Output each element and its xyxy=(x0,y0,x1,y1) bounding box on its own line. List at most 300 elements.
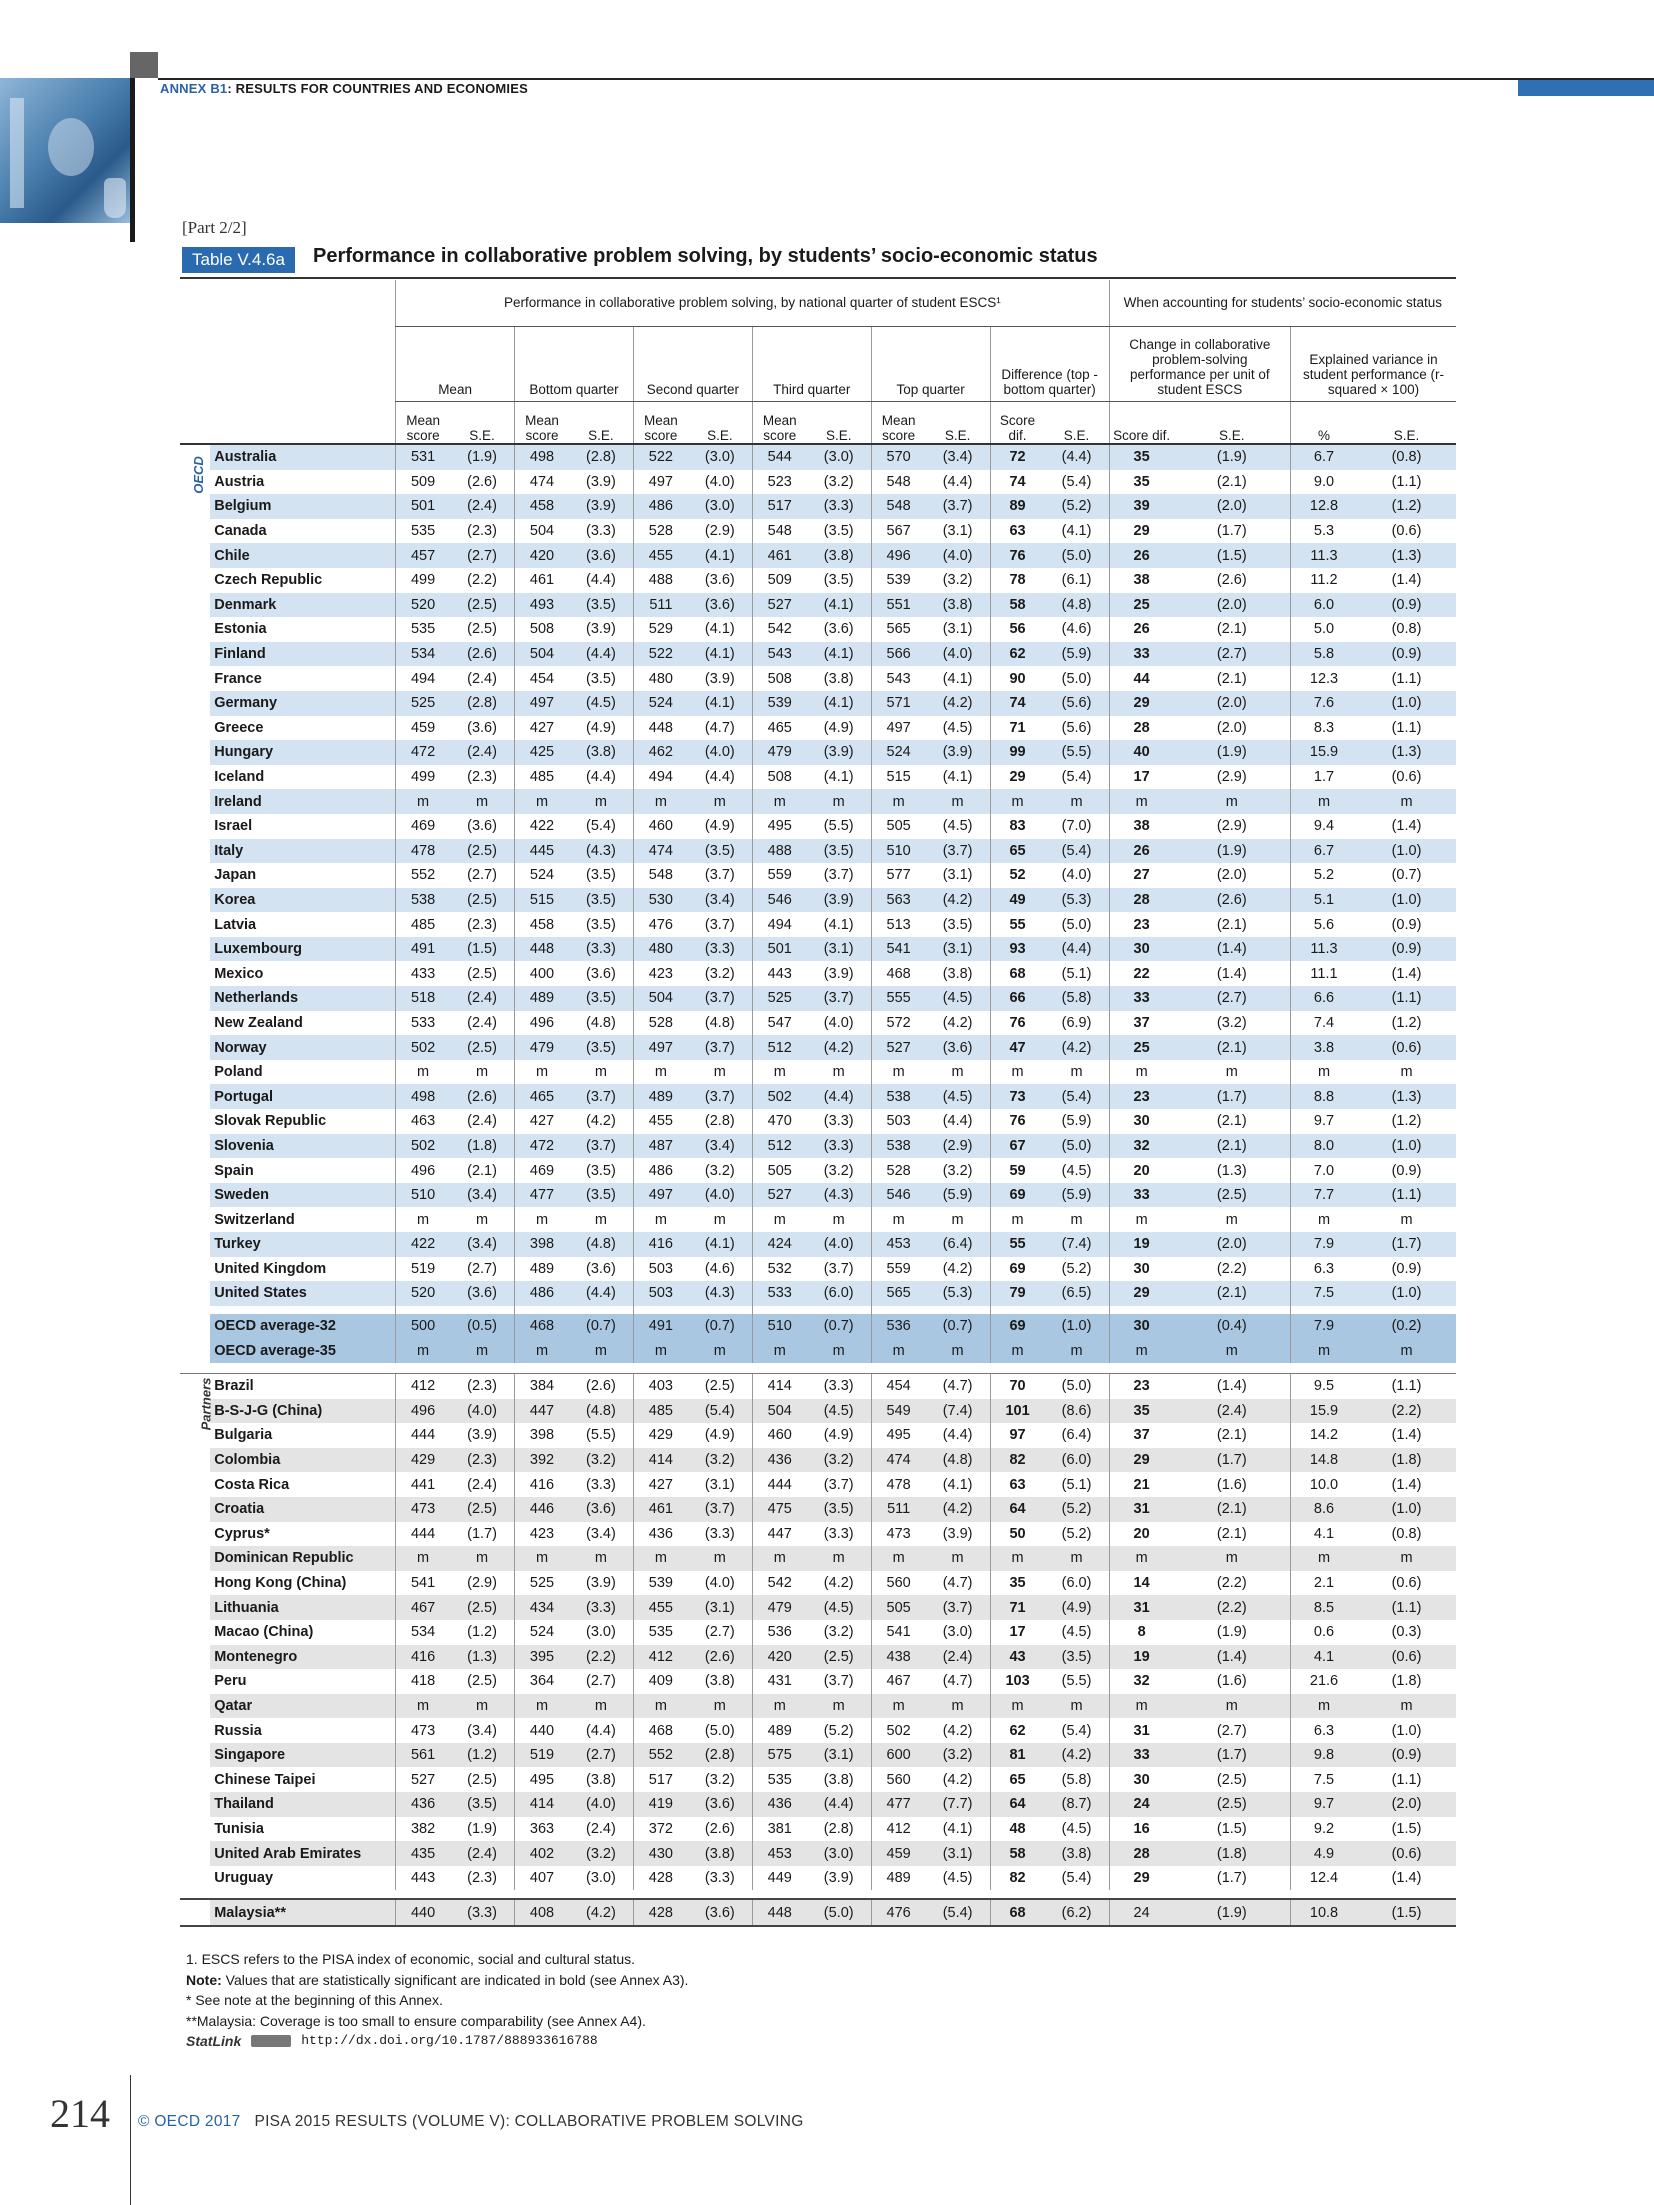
value-cell: 538 xyxy=(871,1134,925,1159)
value-cell: 489 xyxy=(515,1257,569,1282)
value-cell: 429 xyxy=(396,1448,450,1473)
se-cell: (1.9) xyxy=(1174,1899,1291,1926)
se-cell: (1.9) xyxy=(1174,740,1291,765)
se-cell: (3.7) xyxy=(823,1673,854,1690)
country-name: Canada xyxy=(214,523,267,540)
note-4: **Malaysia: Coverage is too small to ensure comparability (see Annex A4). xyxy=(186,2012,646,2029)
se-cell: (4.1) xyxy=(807,691,871,716)
value-cell: 548 xyxy=(633,863,687,888)
value-cell: 498 xyxy=(396,1084,450,1109)
country-name: Luxembourg xyxy=(210,937,395,962)
se-cell: m xyxy=(569,789,633,814)
value-cell: m xyxy=(871,1546,925,1571)
value-cell: 532 xyxy=(752,1257,806,1282)
table-row xyxy=(180,1109,1456,1134)
value-cell: 509 xyxy=(396,470,450,495)
value-cell: 82 xyxy=(990,1448,1044,1473)
value-cell: 402 xyxy=(515,1841,569,1866)
value-cell: 440 xyxy=(515,1718,569,1743)
value-cell: m xyxy=(990,1207,1044,1232)
value-cell: 541 xyxy=(871,937,925,962)
se-cell: (2.1) xyxy=(1216,916,1247,933)
value-cell: 504 xyxy=(752,1399,806,1424)
se-cell: (0.8) xyxy=(1391,621,1422,638)
value-cell: 454 xyxy=(515,666,569,691)
se-cell: (3.3) xyxy=(586,523,616,540)
se-cell: m xyxy=(807,1694,871,1719)
value-cell: 549 xyxy=(871,1399,925,1424)
se-cell: (1.0) xyxy=(1357,691,1456,716)
value-cell: 497 xyxy=(633,1183,687,1208)
se-cell: (2.3) xyxy=(467,1378,497,1395)
se-cell: (3.0) xyxy=(688,444,752,470)
value-cell: 82 xyxy=(990,1866,1044,1891)
se-cell: (4.4) xyxy=(569,1281,633,1306)
se-cell: (1.7) xyxy=(1216,523,1247,540)
value-cell: 416 xyxy=(633,1232,687,1257)
footer-vertical-rule xyxy=(130,2075,131,2205)
value-cell: 428 xyxy=(633,1899,687,1926)
se-cell: m xyxy=(1357,789,1456,814)
se-cell: (2.0) xyxy=(1216,719,1247,736)
se-cell: (2.4) xyxy=(450,1841,514,1866)
se-cell: (5.4) xyxy=(926,1899,990,1926)
se-cell: (4.4) xyxy=(942,1113,973,1130)
se-cell: (3.6) xyxy=(688,1792,752,1817)
value-cell: 515 xyxy=(871,765,925,790)
se-cell: m xyxy=(1070,1211,1083,1228)
sub-se: S.E. xyxy=(926,401,990,444)
value-cell: 11.1 xyxy=(1291,961,1358,986)
se-cell: (1.1) xyxy=(1357,1595,1456,1620)
value-cell: 479 xyxy=(515,1035,569,1060)
value-cell: m xyxy=(752,789,806,814)
se-cell: (0.8) xyxy=(1357,444,1456,470)
se-cell: (4.5) xyxy=(926,1084,990,1109)
value-cell: 503 xyxy=(633,1257,687,1282)
value-cell: m xyxy=(1291,1546,1358,1571)
se-cell: (0.2) xyxy=(1357,1314,1456,1339)
value-cell: 58 xyxy=(990,1841,1044,1866)
value-cell: 12.3 xyxy=(1291,666,1358,691)
se-cell: (4.0) xyxy=(823,1014,854,1031)
se-cell: (5.1) xyxy=(1061,1476,1092,1493)
value-cell: 552 xyxy=(396,863,450,888)
value-cell: 20 xyxy=(1109,1522,1173,1547)
se-cell: (7.4) xyxy=(1045,1232,1110,1257)
group2-header: When accounting for students’ socio-economic status xyxy=(1109,280,1456,326)
value-cell: 24 xyxy=(1109,1899,1173,1926)
se-cell: (1.0) xyxy=(1357,1134,1456,1159)
value-cell: m xyxy=(515,789,569,814)
se-cell: (1.0) xyxy=(1357,839,1456,864)
value-cell: 468 xyxy=(515,1314,569,1339)
se-cell: (1.4) xyxy=(1391,1870,1422,1887)
value-cell: 536 xyxy=(871,1314,925,1339)
country-name: Hungary xyxy=(210,740,395,765)
header-rule xyxy=(158,78,1654,80)
se-cell: (1.0) xyxy=(1391,1722,1422,1739)
se-cell: (2.1) xyxy=(1174,1134,1291,1159)
table-row xyxy=(180,444,1456,470)
se-cell: (8.7) xyxy=(1045,1792,1110,1817)
se-cell: (3.5) xyxy=(586,916,616,933)
country-name: Uruguay xyxy=(214,1870,274,1887)
note-1: 1. ESCS refers to the PISA index of economic, social and cultural status. xyxy=(186,1951,636,1967)
se-cell: (6.0) xyxy=(1061,1575,1092,1592)
se-cell: (3.0) xyxy=(688,494,752,519)
se-cell: (2.4) xyxy=(467,670,497,687)
value-cell: m xyxy=(396,1546,450,1571)
se-cell: (6.4) xyxy=(926,1232,990,1257)
se-cell: (1.9) xyxy=(1174,444,1291,470)
se-cell: (4.2) xyxy=(942,1771,973,1788)
se-cell: (1.4) xyxy=(1174,1645,1291,1670)
value-cell: 538 xyxy=(396,888,450,913)
value-cell: 469 xyxy=(396,814,450,839)
table-row xyxy=(180,1472,1456,1497)
value-cell: 485 xyxy=(515,765,569,790)
value-cell: 493 xyxy=(515,593,569,618)
country-name: Italy xyxy=(210,839,395,864)
se-cell: m xyxy=(1174,1338,1291,1363)
se-cell: (2.0) xyxy=(1357,1792,1456,1817)
se-cell: (2.1) xyxy=(1216,1427,1247,1444)
value-cell: 6.6 xyxy=(1291,986,1358,1011)
country-name: Denmark xyxy=(210,593,395,618)
col-change-per-escs: Change in collaborative problem-solving performance per unit of student ESCS xyxy=(1109,326,1290,401)
value-cell: 534 xyxy=(396,1620,450,1645)
se-cell: (2.4) xyxy=(926,1645,990,1670)
se-cell: (3.7) xyxy=(926,494,990,519)
se-cell: (2.8) xyxy=(569,444,633,470)
value-cell: 55 xyxy=(990,1232,1044,1257)
value-cell: 527 xyxy=(752,1183,806,1208)
country-name: Mexico xyxy=(214,965,264,982)
se-cell: (4.2) xyxy=(586,1113,616,1130)
se-cell: (3.1) xyxy=(807,1743,871,1768)
se-cell: (3.1) xyxy=(942,523,973,540)
value-cell: m xyxy=(1291,789,1358,814)
value-cell: 419 xyxy=(633,1792,687,1817)
value-cell: 436 xyxy=(752,1792,806,1817)
value-cell: 548 xyxy=(871,470,925,495)
value-cell: 530 xyxy=(633,888,687,913)
value-cell: 502 xyxy=(396,1134,450,1159)
value-cell: 407 xyxy=(515,1866,569,1891)
value-cell: 5.2 xyxy=(1291,863,1358,888)
se-cell: (4.0) xyxy=(688,1183,752,1208)
value-cell: 423 xyxy=(515,1522,569,1547)
value-cell: 22 xyxy=(1109,961,1173,986)
se-cell: m xyxy=(926,789,990,814)
value-cell: 524 xyxy=(633,691,687,716)
se-cell: (1.0) xyxy=(1045,1314,1110,1339)
country-name: Ireland xyxy=(210,789,395,814)
value-cell: 561 xyxy=(396,1743,450,1768)
value-cell: 19 xyxy=(1109,1645,1173,1670)
table-row xyxy=(180,1841,1456,1866)
se-cell: (3.6) xyxy=(823,621,854,638)
value-cell: 11.2 xyxy=(1291,568,1358,593)
value-cell: 528 xyxy=(633,519,687,544)
table-number: Table V.4.6a xyxy=(182,247,295,273)
se-cell: (2.9) xyxy=(467,1575,497,1592)
value-cell: 14.8 xyxy=(1291,1448,1358,1473)
se-cell: (3.5) xyxy=(688,839,752,864)
value-cell: m xyxy=(990,1546,1044,1571)
value-cell: m xyxy=(396,1060,450,1085)
se-cell: (2.4) xyxy=(450,494,514,519)
se-cell: m xyxy=(475,1211,489,1228)
se-cell: (2.3) xyxy=(467,1870,497,1887)
value-cell: 19 xyxy=(1109,1232,1173,1257)
value-cell: 395 xyxy=(515,1645,569,1670)
se-cell: (3.5) xyxy=(1045,1645,1110,1670)
se-cell: (4.1) xyxy=(942,769,973,786)
se-cell: (4.8) xyxy=(569,1232,633,1257)
value-cell: 546 xyxy=(752,888,806,913)
se-cell: (4.5) xyxy=(569,691,633,716)
table-row xyxy=(180,568,1456,593)
country-name: OECD average-32 xyxy=(210,1314,395,1339)
value-cell: 460 xyxy=(752,1423,806,1448)
header-photo xyxy=(0,78,132,223)
se-cell: (4.2) xyxy=(942,1014,973,1031)
value-cell: 542 xyxy=(752,1571,806,1596)
value-cell: 447 xyxy=(752,1522,806,1547)
country-name: Latvia xyxy=(214,916,257,933)
value-cell: 29 xyxy=(1109,519,1173,544)
value-cell: 420 xyxy=(515,543,569,568)
value-cell: 14.2 xyxy=(1291,1423,1358,1448)
value-cell: 453 xyxy=(871,1232,925,1257)
se-cell: (2.5) xyxy=(1216,1771,1247,1788)
table-row xyxy=(180,1899,1456,1926)
se-cell: (1.8) xyxy=(1357,1448,1456,1473)
value-cell: 4.9 xyxy=(1291,1841,1358,1866)
se-cell: (6.0) xyxy=(1045,1448,1110,1473)
se-cell: (1.1) xyxy=(1391,1378,1422,1395)
value-cell: 8.0 xyxy=(1291,1134,1358,1159)
value-cell: 455 xyxy=(633,1109,687,1134)
se-cell: (4.1) xyxy=(807,593,871,618)
value-cell: m xyxy=(871,1207,925,1232)
value-cell: 520 xyxy=(396,593,450,618)
table-row xyxy=(180,1817,1456,1842)
se-cell: (2.3) xyxy=(450,1448,514,1473)
se-cell: (3.6) xyxy=(467,818,497,835)
value-cell: 535 xyxy=(396,617,450,642)
statlink-url[interactable]: http://dx.doi.org/10.1787/888933616788 xyxy=(301,2033,598,2048)
value-cell: 502 xyxy=(871,1718,925,1743)
se-cell: (4.1) xyxy=(688,691,752,716)
row-separator xyxy=(180,1363,1456,1374)
sub-score-dif: Score dif. xyxy=(1109,401,1173,444)
value-cell: 422 xyxy=(396,1232,450,1257)
se-cell: (3.9) xyxy=(467,1427,497,1444)
table-row xyxy=(180,1743,1456,1768)
se-cell: (3.5) xyxy=(450,1792,514,1817)
value-cell: 459 xyxy=(396,716,450,741)
table-row xyxy=(180,1620,1456,1645)
se-cell: (1.2) xyxy=(467,1624,497,1641)
sub-score-dif: Score dif. xyxy=(990,401,1044,444)
se-cell: (4.8) xyxy=(704,1014,735,1031)
se-cell: (1.4) xyxy=(1391,965,1422,982)
se-cell: (5.2) xyxy=(1045,1497,1110,1522)
country-name: Cyprus* xyxy=(214,1525,270,1542)
page-number: 214 xyxy=(50,2091,110,2136)
se-cell: m xyxy=(1357,1338,1456,1363)
se-cell: (3.8) xyxy=(704,1673,735,1690)
value-cell: 575 xyxy=(752,1743,806,1768)
country-name: United Kingdom xyxy=(214,1260,327,1277)
se-cell: (5.6) xyxy=(1061,719,1092,736)
se-cell: (1.5) xyxy=(450,937,514,962)
table-row xyxy=(180,617,1456,642)
se-cell: (5.3) xyxy=(926,1281,990,1306)
value-cell: 5.0 xyxy=(1291,617,1358,642)
value-cell: 512 xyxy=(752,1035,806,1060)
value-cell: 502 xyxy=(396,1035,450,1060)
value-cell: 544 xyxy=(752,444,806,470)
sub-mean-score: Mean score xyxy=(752,401,806,444)
se-cell: (4.4) xyxy=(569,642,633,667)
se-cell: (5.9) xyxy=(1061,1113,1092,1130)
se-cell: (3.7) xyxy=(688,1084,752,1109)
se-cell: (3.7) xyxy=(823,867,854,884)
table-title: Performance in collaborative problem solving, by students’ socio-economic status xyxy=(313,245,1098,267)
se-cell: (2.4) xyxy=(467,1113,497,1130)
se-cell: (3.3) xyxy=(823,1378,854,1395)
value-cell: m xyxy=(515,1694,569,1719)
table-row xyxy=(180,1011,1456,1036)
value-cell: 600 xyxy=(871,1743,925,1768)
se-cell: (5.4) xyxy=(1045,839,1110,864)
statlink-icon xyxy=(251,2035,291,2047)
se-cell: (5.9) xyxy=(1045,642,1110,667)
value-cell: 35 xyxy=(1109,1399,1173,1424)
value-cell: 7.4 xyxy=(1291,1011,1358,1036)
se-cell: (0.7) xyxy=(807,1314,871,1339)
se-cell: (0.7) xyxy=(569,1314,633,1339)
value-cell: 508 xyxy=(752,765,806,790)
value-cell: 440 xyxy=(396,1899,450,1926)
se-cell: (4.7) xyxy=(942,1673,973,1690)
table-row xyxy=(180,1522,1456,1547)
value-cell: 69 xyxy=(990,1314,1044,1339)
value-cell: 517 xyxy=(633,1767,687,1792)
value-cell: 99 xyxy=(990,740,1044,765)
country-name: Poland xyxy=(214,1064,263,1081)
se-cell: (5.5) xyxy=(823,818,854,835)
se-cell: m xyxy=(569,1694,633,1719)
value-cell: 474 xyxy=(633,839,687,864)
se-cell: m xyxy=(926,1694,990,1719)
value-cell: 101 xyxy=(990,1399,1044,1424)
se-cell: (2.5) xyxy=(450,593,514,618)
se-cell: (3.5) xyxy=(569,1183,633,1208)
annex-heading xyxy=(160,81,528,96)
value-cell: 7.5 xyxy=(1291,1281,1358,1306)
se-cell: m xyxy=(713,1211,726,1228)
country-name: Norway xyxy=(210,1035,395,1060)
se-cell: (3.7) xyxy=(569,1084,633,1109)
note-2-label: Note: xyxy=(186,1971,222,1988)
table-row xyxy=(180,839,1456,864)
se-cell: (3.9) xyxy=(586,621,616,638)
se-cell: (2.2) xyxy=(467,572,497,589)
value-cell: 55 xyxy=(990,912,1044,937)
value-cell: 9.8 xyxy=(1291,1743,1358,1768)
se-cell: (2.4) xyxy=(467,1476,497,1493)
se-cell: (4.4) xyxy=(807,1792,871,1817)
value-cell: 31 xyxy=(1109,1718,1173,1743)
se-cell: (3.2) xyxy=(704,1162,735,1179)
se-cell: (2.3) xyxy=(467,916,497,933)
se-cell: (3.2) xyxy=(807,1448,871,1473)
value-cell: 29 xyxy=(990,765,1044,790)
se-cell: (6.1) xyxy=(1061,572,1092,589)
value-cell: 32 xyxy=(1109,1669,1173,1694)
value-cell: m xyxy=(396,1207,450,1232)
part-label: [Part 2/2] xyxy=(182,218,247,237)
table-row xyxy=(180,888,1456,913)
value-cell: 502 xyxy=(752,1084,806,1109)
se-cell: (3.5) xyxy=(823,523,854,540)
se-cell: (2.5) xyxy=(467,965,497,982)
se-cell: (1.2) xyxy=(1357,494,1456,519)
value-cell: m xyxy=(633,1060,687,1085)
se-cell: (3.7) xyxy=(569,1134,633,1159)
se-cell: (2.5) xyxy=(1174,1183,1291,1208)
header-gray-block xyxy=(130,52,158,78)
value-cell: 454 xyxy=(871,1373,925,1398)
se-cell: (2.7) xyxy=(569,1743,633,1768)
table-row xyxy=(180,1338,1456,1363)
value-cell: 9.0 xyxy=(1291,470,1358,495)
se-cell: (3.6) xyxy=(450,1281,514,1306)
sub-se: S.E. xyxy=(569,401,633,444)
value-cell: 461 xyxy=(515,568,569,593)
se-cell: (8.6) xyxy=(1045,1399,1110,1424)
value-cell: 489 xyxy=(752,1718,806,1743)
value-cell: 565 xyxy=(871,617,925,642)
se-cell: (1.0) xyxy=(1357,888,1456,913)
value-cell: 39 xyxy=(1109,494,1173,519)
value-cell: 503 xyxy=(871,1109,925,1134)
se-cell: (4.0) xyxy=(704,473,735,490)
value-cell: 9.4 xyxy=(1291,814,1358,839)
se-cell: (1.7) xyxy=(467,1525,497,1542)
se-cell: (1.3) xyxy=(1357,1084,1456,1109)
se-cell: (1.6) xyxy=(1216,1673,1247,1690)
country-name: Singapore xyxy=(210,1743,395,1768)
se-cell: (4.1) xyxy=(942,1476,973,1493)
se-cell: (2.5) xyxy=(450,1035,514,1060)
value-cell: 472 xyxy=(515,1134,569,1159)
se-cell: m xyxy=(688,1546,752,1571)
value-cell: 93 xyxy=(990,937,1044,962)
table-row xyxy=(180,1373,1456,1398)
value-cell: 31 xyxy=(1109,1595,1173,1620)
se-cell: (4.4) xyxy=(1045,937,1110,962)
country-name: Belgium xyxy=(210,494,395,519)
value-cell: 459 xyxy=(871,1841,925,1866)
table-row xyxy=(180,1546,1456,1571)
se-cell: (1.2) xyxy=(1391,1014,1422,1031)
